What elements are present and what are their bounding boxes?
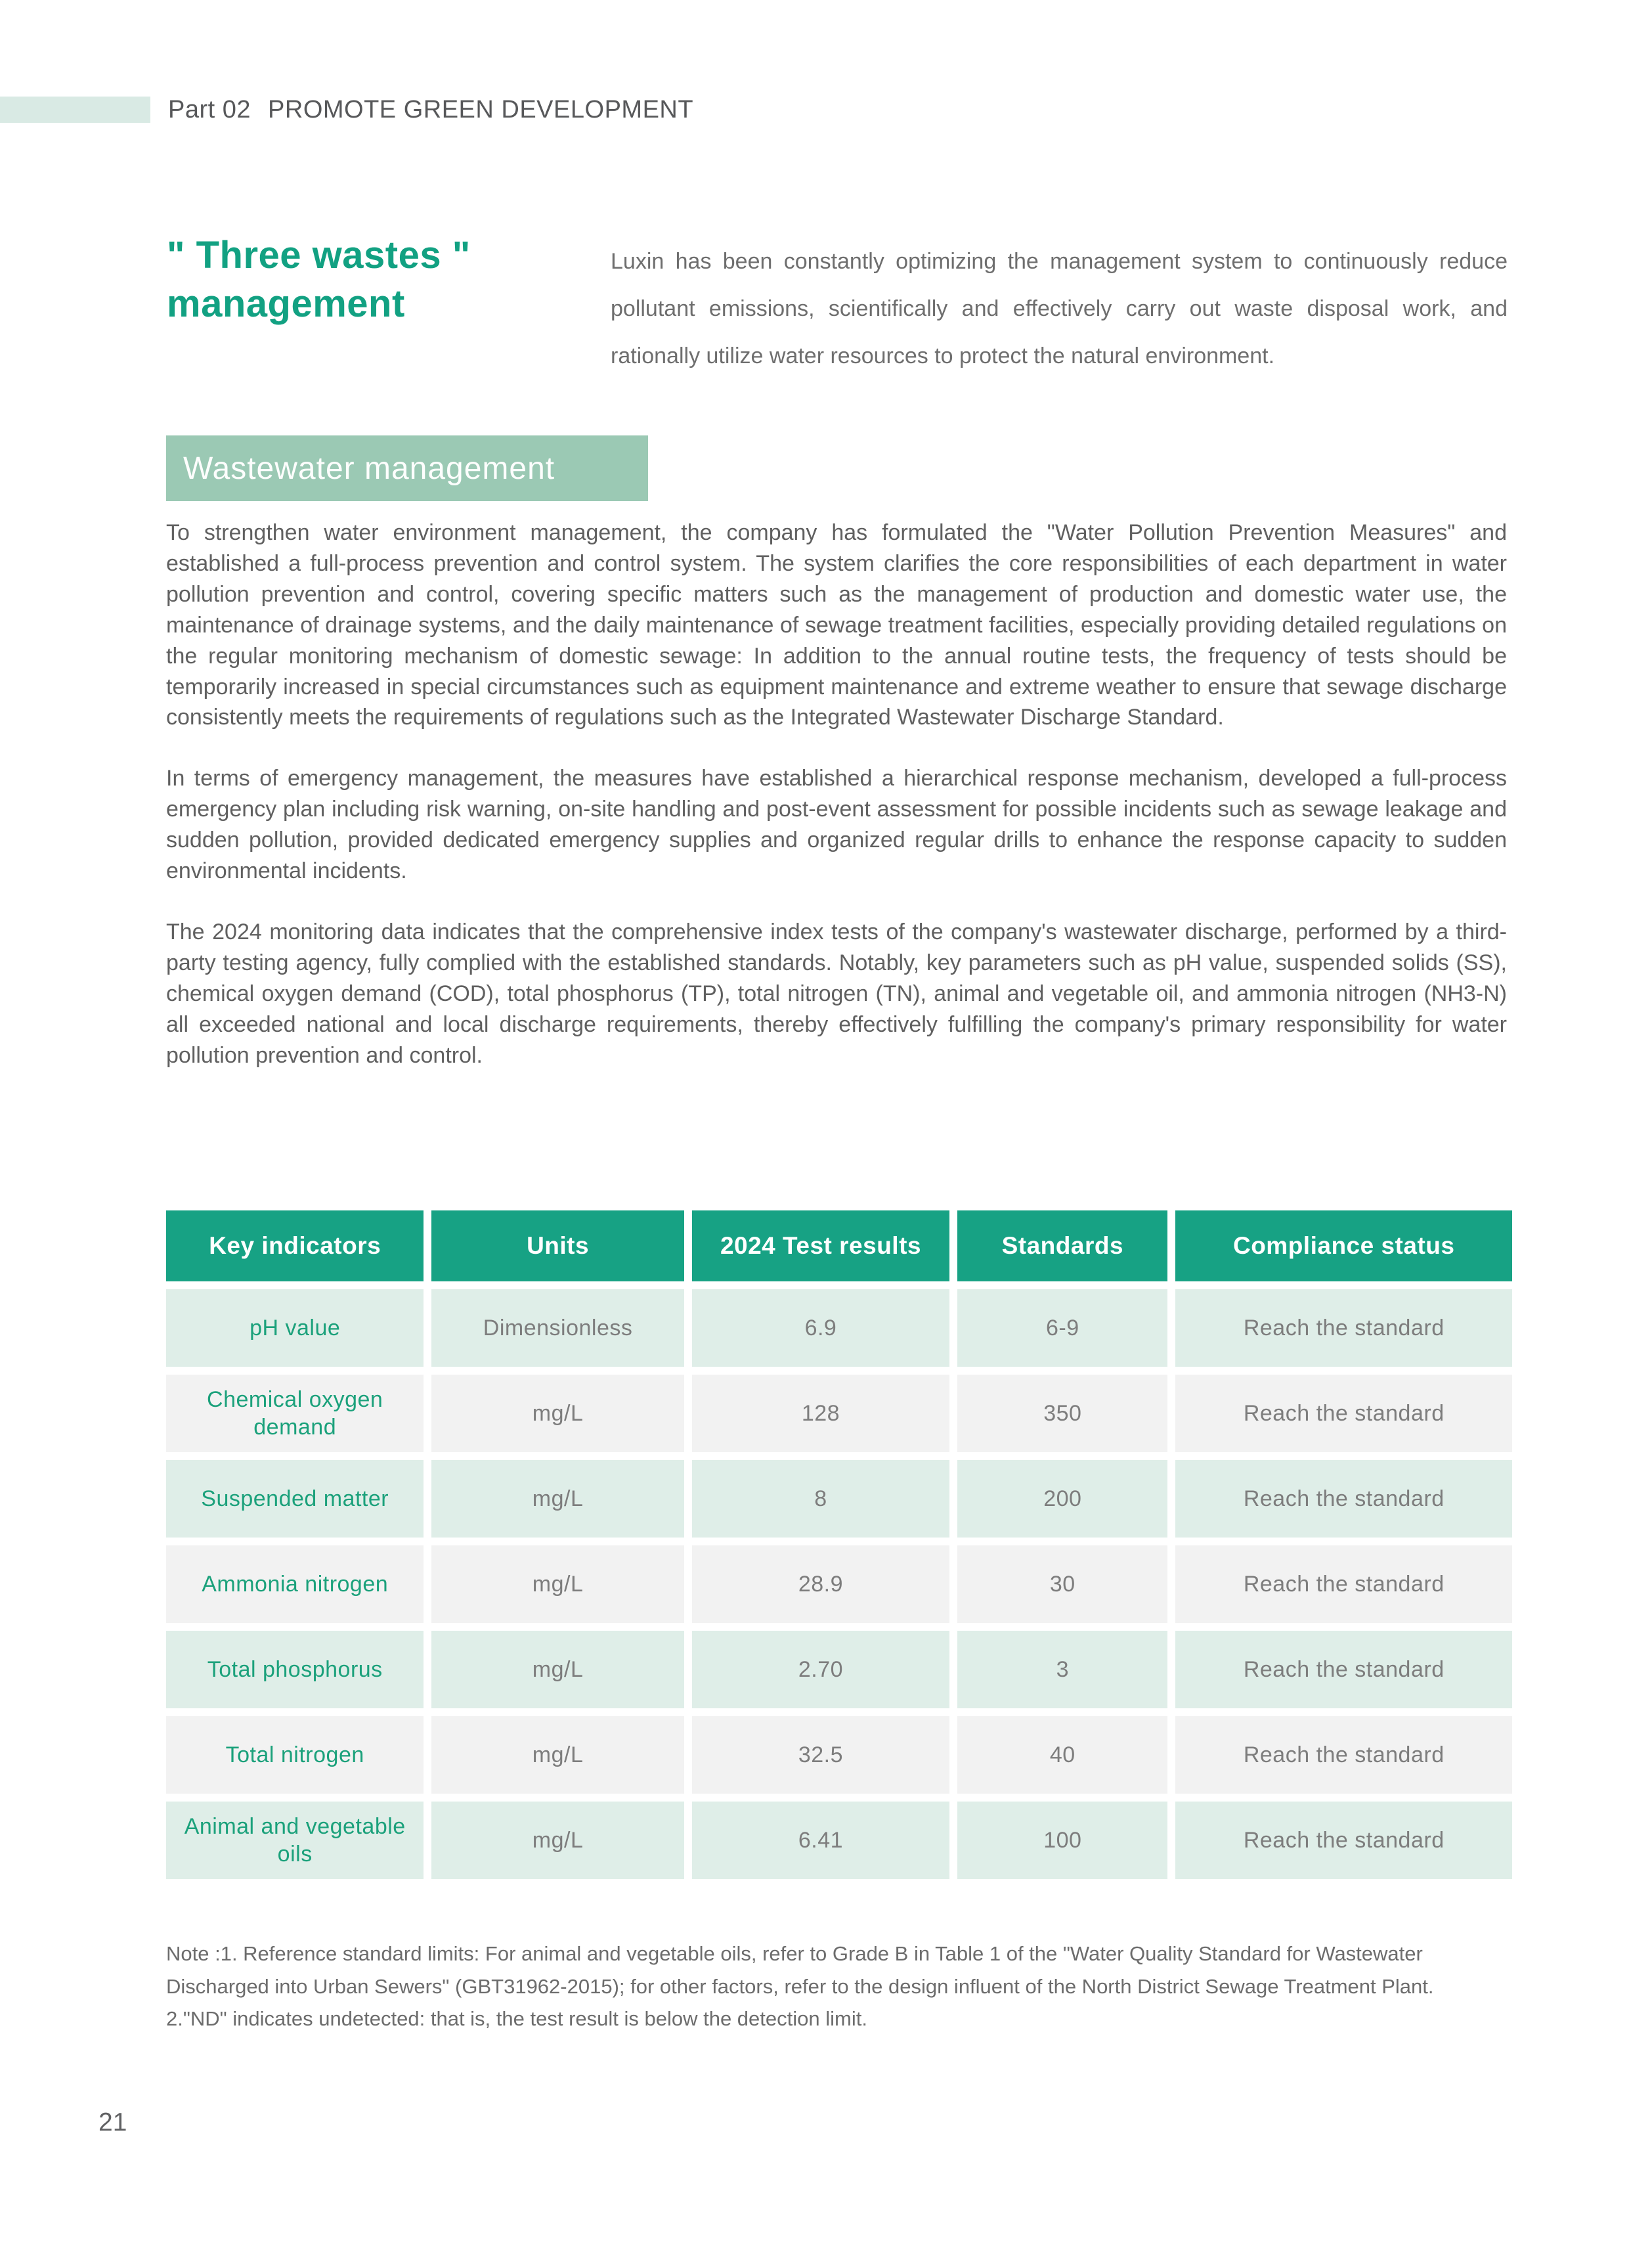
units-cell: Dimensionless (431, 1289, 684, 1367)
indicator-cell: pH value (166, 1289, 424, 1367)
result-cell: 8 (692, 1460, 949, 1538)
status-cell: Reach the standard (1175, 1289, 1512, 1367)
status-cell: Reach the standard (1175, 1802, 1512, 1879)
part-title: PROMOTE GREEN DEVELOPMENT (268, 96, 694, 123)
table-row-ammonia-nitrogen (166, 1545, 1512, 1623)
table-row-suspended-matter (166, 1460, 1512, 1538)
table-row-ph-value (166, 1289, 1512, 1367)
page-title-line2: management (167, 282, 405, 326)
col-header-compliance-status: Compliance status (1175, 1210, 1512, 1281)
col-header-test-results: 2024 Test results (692, 1210, 949, 1281)
wastewater-test-table (158, 1203, 1520, 1887)
result-cell: 32.5 (692, 1716, 949, 1794)
indicator-cell: Animal and vegetable oils (166, 1802, 424, 1879)
part-label: Part 02 (168, 96, 251, 123)
col-header-standards: Standards (957, 1210, 1167, 1281)
status-cell: Reach the standard (1175, 1375, 1512, 1452)
status-cell: Reach the standard (1175, 1460, 1512, 1538)
page-title-line1: " Three wastes " (167, 234, 471, 277)
indicator-cell: Total nitrogen (166, 1716, 424, 1794)
col-header-key-indicators: Key indicators (166, 1210, 424, 1281)
result-cell: 128 (692, 1375, 949, 1452)
page-title (167, 231, 626, 328)
page-header (168, 96, 693, 124)
table-row-chemical-oxygen-demand (166, 1375, 1512, 1452)
standard-cell: 3 (957, 1631, 1167, 1708)
standard-cell: 6-9 (957, 1289, 1167, 1367)
page-number: 21 (98, 2108, 127, 2136)
paragraph-emergency-management: In terms of emergency management, the measures have established a hierarchical response mechanism, developed a full-process emergency plan including risk warning, on-site handling and post-event assessment for possible incidents such as sewage leakage and sudden pollution, provided dedicated emergency supplies and organized regular drills to enhance the response capacity to sudden environmental incidents. (166, 766, 1507, 884)
indicator-cell: Ammonia nitrogen (166, 1545, 424, 1623)
intro-paragraph: Luxin has been constantly optimizing the management system to continuously reduce pollutant emissions, scientifically and effectively carry out waste disposal work, and rationally utilize water resources to protect the natural environment. (611, 249, 1508, 369)
indicator-cell: Chemical oxygen demand (166, 1375, 424, 1452)
units-cell: mg/L (431, 1460, 684, 1538)
section-heading-wastewater-management (166, 435, 648, 501)
table-row-total-nitrogen (166, 1716, 1512, 1794)
footnotes (166, 1937, 1477, 2035)
status-cell: Reach the standard (1175, 1716, 1512, 1794)
units-cell: mg/L (431, 1631, 684, 1708)
standard-cell: 30 (957, 1545, 1167, 1623)
standard-cell: 350 (957, 1375, 1167, 1452)
table-row-animal-vegetable-oils (166, 1802, 1512, 1879)
table-row-total-phosphorus (166, 1631, 1512, 1708)
units-cell: mg/L (431, 1545, 684, 1623)
result-cell: 6.41 (692, 1802, 949, 1879)
footnote-1: Note :1. Reference standard limits: For animal and vegetable oils, refer to Grade B in Table 1 of the "Water Quality Standard for Wastewater Discharged into Urban Sewers" (GBT31962-2015); for other factors, refer to the design influent of the North District Sewage Treatment Plant. (166, 1942, 1434, 1998)
paragraph-water-pollution-measures: To strengthen water environment management, the company has formulated the "Water Pollution Prevention Measures" and established a full-process prevention and control system. The system clarifies the core responsibilities of each department in water pollution prevention and control, covering specific matters such as the management of production and domestic water use, the maintenance of drainage systems, and the daily maintenance of sewage treatment facilities, especially providing detailed regulations on the regular monitoring mechanism of domestic sewage: In addition to the annual routine tests, the frequency of tests should be temporarily increased in special circumstances such as equipment maintenance and extreme weather to ensure that sewage discharge consistently meets the requirements of regulations such as the Integrated Wastewater Discharge Standard. (166, 520, 1507, 730)
indicator-cell: Total phosphorus (166, 1631, 424, 1708)
indicator-cell: Suspended matter (166, 1460, 424, 1538)
table-header-row (166, 1210, 1512, 1281)
result-cell: 2.70 (692, 1631, 949, 1708)
units-cell: mg/L (431, 1802, 684, 1879)
status-cell: Reach the standard (1175, 1631, 1512, 1708)
standard-cell: 40 (957, 1716, 1167, 1794)
result-cell: 6.9 (692, 1289, 949, 1367)
body-copy (166, 518, 1507, 1101)
standard-cell: 100 (957, 1802, 1167, 1879)
standard-cell: 200 (957, 1460, 1167, 1538)
units-cell: mg/L (431, 1716, 684, 1794)
units-cell: mg/L (431, 1375, 684, 1452)
status-cell: Reach the standard (1175, 1545, 1512, 1623)
col-header-units: Units (431, 1210, 684, 1281)
footnote-2: 2."ND" indicates undetected: that is, the test result is below the detection limit. (166, 2007, 867, 2031)
result-cell: 28.9 (692, 1545, 949, 1623)
header-accent-bar (0, 97, 150, 123)
paragraph-2024-monitoring: The 2024 monitoring data indicates that the comprehensive index tests of the company's wastewater discharge, performed by a third-party testing agency, fully complied with the established standards. Notably, key parameters such as pH value, suspended solids (SS), chemical oxygen demand (COD), total phosphorus (TP), total nitrogen (TN), animal and vegetable oil, and ammonia nitrogen (NH3-N) all exceeded national and local discharge requirements, thereby effectively fulfilling the company's primary responsibility for water pollution prevention and control. (166, 919, 1507, 1068)
section-heading-label: Wastewater management (183, 451, 555, 486)
